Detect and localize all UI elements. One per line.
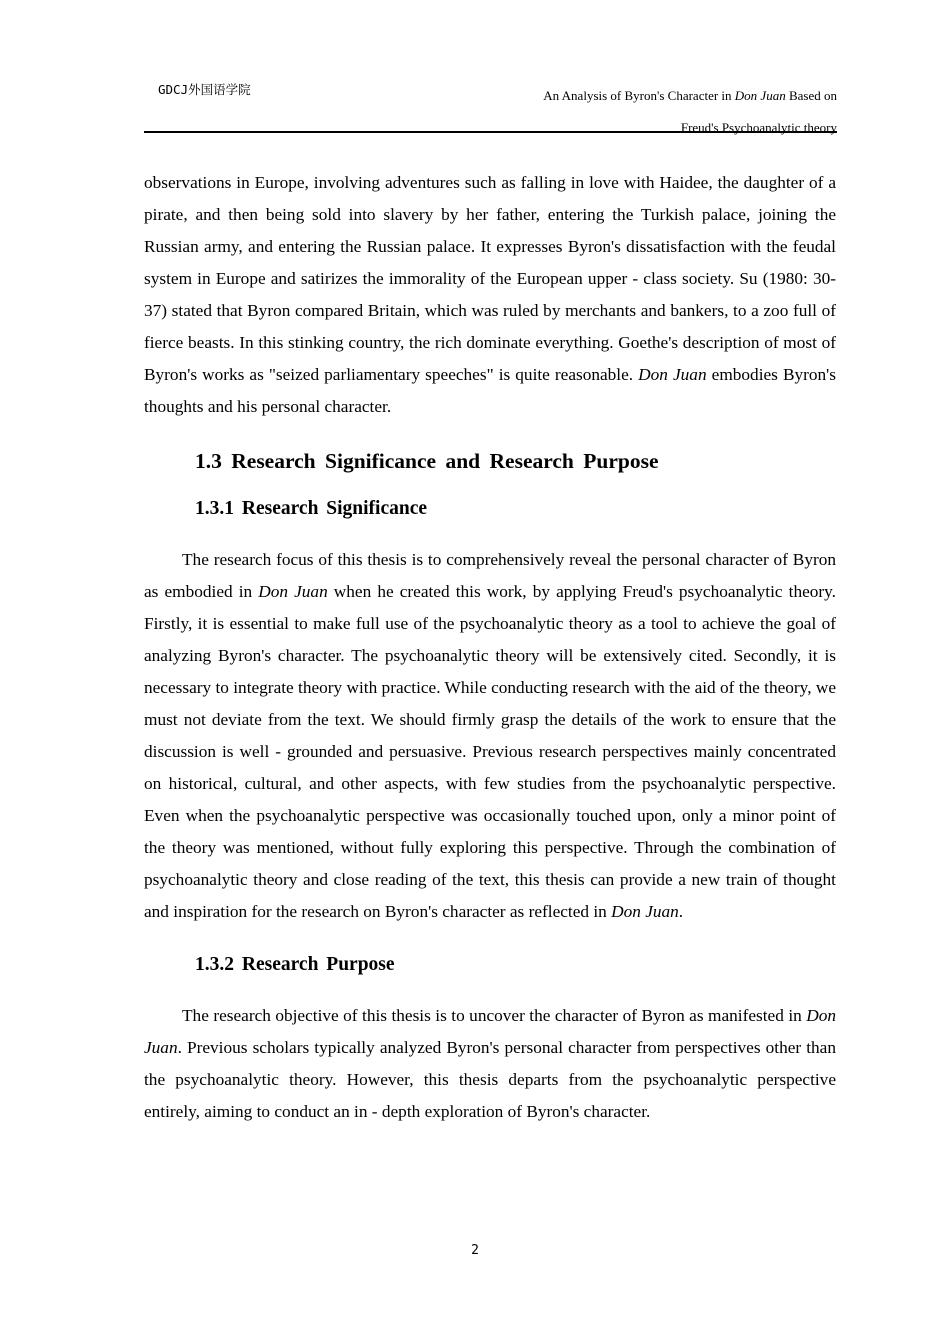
research-purpose-paragraph (144, 1000, 836, 1128)
header-title-italic: Don Juan (734, 88, 786, 103)
section-1-3-1-heading: 1.3.1 Research Significance (195, 498, 428, 519)
header-title-line1 (417, 80, 837, 112)
significance-text-3: . (678, 902, 684, 921)
header-divider (144, 131, 837, 133)
header-title-before: An Analysis of Byron's Character in (543, 88, 735, 103)
purpose-text-1: The research objective of this thesis is to uncover the character of Byron as manifested in (182, 1006, 807, 1025)
section-1-3-2-heading: 1.3.2 Research Purpose (195, 954, 395, 975)
header-title-after: Based on (785, 88, 837, 103)
header-title-line2: Freud's Psychoanalytic theory (680, 120, 837, 135)
purpose-text-2: . Previous scholars typically analyzed Byron's personal character from perspectives other than the psychoanalytic theory. However, this thesis departs from the psychoanalytic perspective entirely, aiming to conduct an in - depth exploration of Byron's character. (144, 1038, 836, 1121)
significance-text-2: when he created this work, by applying Freud's psychoanalytic theory. Firstly, it is essential to make full use of the psychoanalytic theory as a tool to achieve the goal of analyzing Byron's character. The psychoanalytic theory will be extensively cited. Secondly, it is necessary to integrate theory with practice. While conducting research with the aid of the theory, we must not deviate from the text. We should firmly grasp the details of the work to ensure that the discussion is well - grounded and persuasive. Previous research perspectives mainly concentrated on historical, cultural, and other aspects, with few studies from the psychoanalytic perspective. Even when the psychoanalytic perspective was occasionally touched upon, only a minor point of the theory was mentioned, without fully exploring this perspective. Through the combination of psychoanalytic theory and close reading of the text, this thesis can provide a new train of thought and inspiration for the research on Byron's character as reflected in (144, 582, 836, 921)
purpose-italic-title: Don Juan (144, 1006, 836, 1057)
intro-paragraph (144, 167, 836, 423)
page-number: 2 (471, 1243, 479, 1258)
intro-text-1: observations in Europe, involving adventures such as falling in love with Haidee, the daughter of a pirate, and then being sold into slavery by her father, entering the Turkish palace, joining the Russian army, and entering the Russian palace. It expresses Byron's dissatisfaction with the feudal system in Europe and satirizes the immorality of the European upper - class society. Su (1980: 30-37) stated that Byron compared Britain, which was ruled by merchants and bankers, to a zoo full of fierce beasts. In this stinking country, the rich dominate everything. Goethe's description of most of Byron's works as "seized parliamentary speeches" is quite reasonable. (144, 173, 836, 384)
header-thesis-title (417, 80, 837, 144)
significance-italic-title-2: Don Juan (611, 902, 679, 921)
header-institution: GDCJ外国语学院 (158, 82, 251, 97)
page-body (144, 167, 836, 1128)
intro-italic-title: Don Juan (638, 365, 707, 384)
section-1-3-heading: 1.3 Research Significance and Research Purpose (195, 449, 659, 473)
research-significance-paragraph (144, 544, 836, 928)
intro-text-2: embodies Byron's thoughts and his personal character. (144, 365, 836, 416)
significance-text-1: The research focus of this thesis is to comprehensively reveal the personal character of Byron as embodied in (144, 550, 836, 601)
significance-italic-title-1: Don Juan (258, 582, 328, 601)
